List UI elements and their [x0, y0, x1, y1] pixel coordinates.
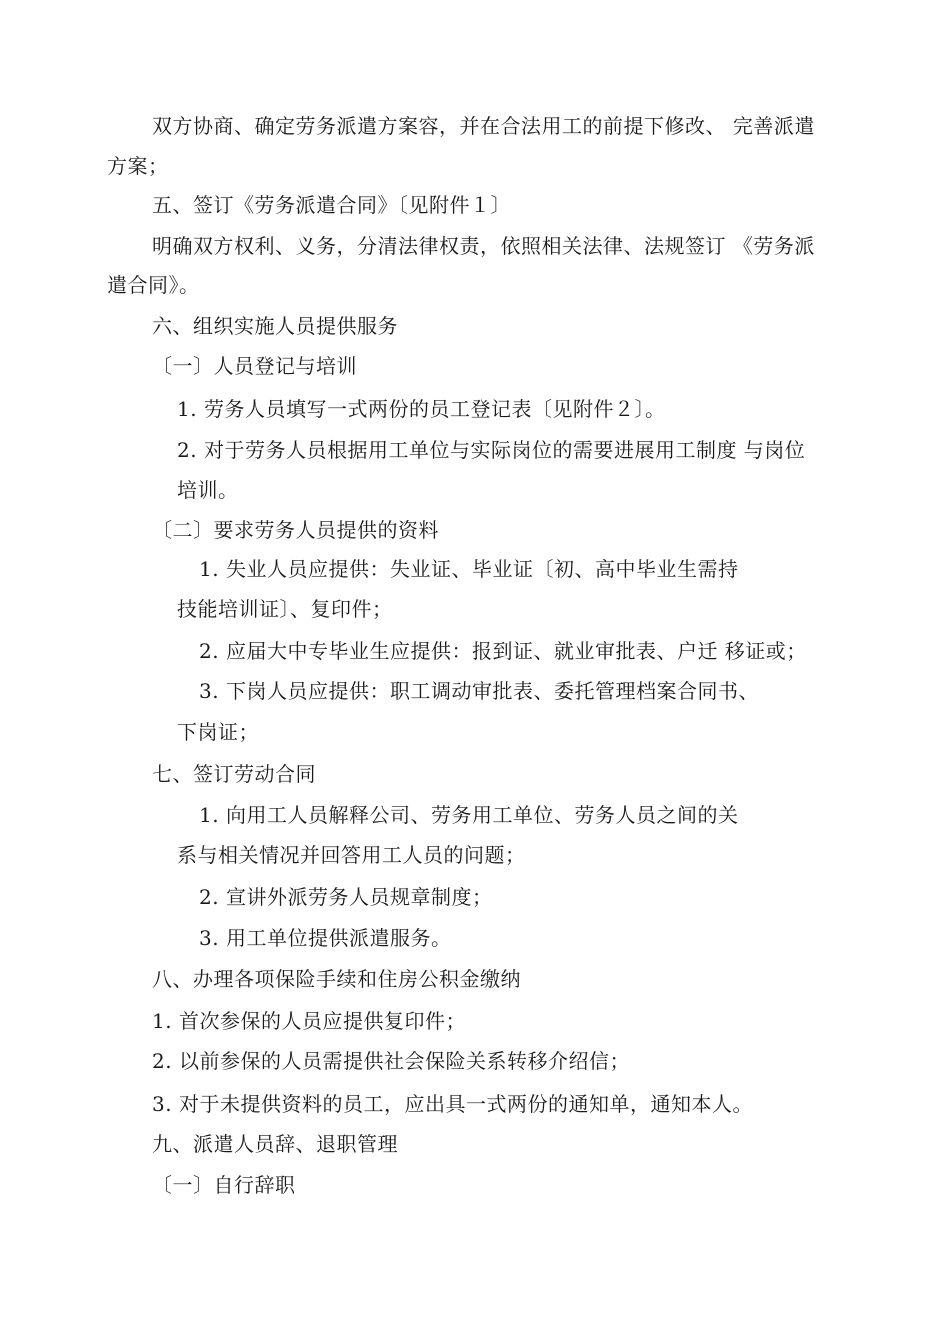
- paragraph-line-2: 方案；: [107, 154, 169, 178]
- list-item-8-3: 3. 对于未提供资料的员工，应出具一式两份的通知单，通知本人。: [152, 1092, 753, 1116]
- list-item-6-1-2: 2. 对于劳务人员根据用工单位与实际岗位的需要进展用工制度 与岗位: [177, 438, 806, 462]
- paragraph-line-4: 遣合同》。: [107, 273, 200, 297]
- paragraph-line-1: 双方协商、确定劳务派遣方案容，并在合法用工的前提下修改、 完善派遣: [152, 114, 815, 138]
- list-item-7-1: 1. 向用工人员解释公司、劳务用工单位、劳务人员之间的关: [199, 803, 739, 827]
- section-heading-9: 九、派遣人员辞、退职管理: [152, 1132, 398, 1156]
- subsection-heading-6-2: 〔二〕要求劳务人员提供的资料: [152, 518, 439, 542]
- list-item-8-2: 2. 以前参保的人员需提供社会保险关系转移介绍信；: [152, 1049, 630, 1073]
- list-item-8-1: 1. 首次参保的人员应提供复印件；: [152, 1009, 466, 1033]
- section-heading-7: 七、签订劳动合同: [152, 762, 316, 786]
- subsection-heading-6-1: 〔一〕人员登记与培训: [152, 354, 357, 378]
- list-item-6-1-1: 1. 劳务人员填写一式两份的员工登记表〔见附件２〕。: [177, 397, 666, 421]
- subsection-heading-9-1: 〔一〕自行辞职: [152, 1173, 296, 1197]
- list-item-7-3: 3. 用工单位提供派遣服务。: [199, 926, 452, 950]
- list-item-6-2-3-cont: 下岗证；: [177, 720, 259, 744]
- list-item-6-2-3: 3. 下岗人员应提供：职工调动审批表、委托管理档案合同书、: [199, 679, 759, 703]
- list-item-6-2-2: 2. 应届大中专毕业生应提供：报到证、就业审批表、户迁 移证或；: [199, 639, 807, 663]
- list-item-7-2: 2. 宣讲外派劳务人员规章制度；: [199, 885, 493, 909]
- list-item-6-1-2-cont: 培训。: [177, 478, 239, 502]
- paragraph-line-3: 明确双方权利、义务，分清法律权责，依照相关法律、法规签订 《劳务派: [152, 234, 815, 258]
- section-heading-5: 五、签订《劳务派遣合同》〔见附件１〕: [152, 193, 511, 217]
- section-heading-6: 六、组织实施人员提供服务: [152, 314, 398, 338]
- list-item-6-2-1-cont: 技能培训证〕、复印件；: [177, 597, 393, 621]
- list-item-7-1-cont: 系与相关情况并回答用工人员的问题；: [177, 843, 526, 867]
- section-heading-8: 八、办理各项保险手续和住房公积金缴纳: [152, 967, 521, 991]
- list-item-6-2-1: 1. 失业人员应提供：失业证、毕业证〔初、高中毕业生需持: [199, 557, 739, 581]
